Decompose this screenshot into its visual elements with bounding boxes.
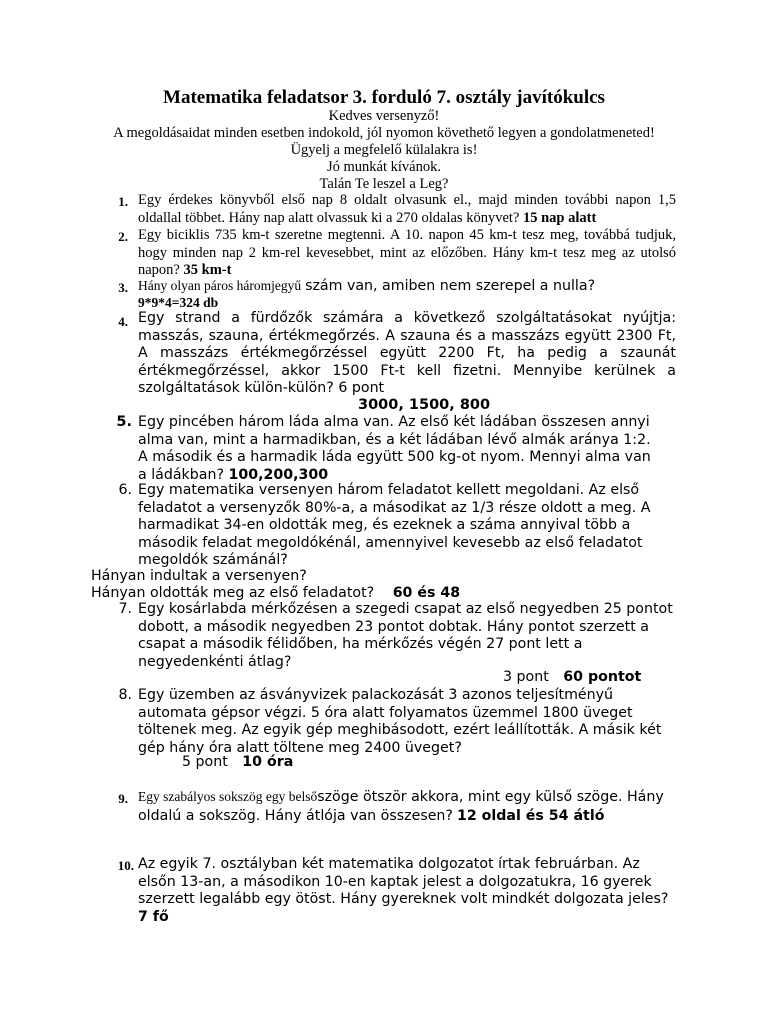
question-3-number: 3. [118,280,128,295]
question-1-number: 1. [118,194,128,209]
question-9-number: 9. [118,791,128,806]
question-8-number: 8. [118,687,132,703]
question-6-text: Egy matematika versenyen három feladatot kellett megoldani. Az első feladatot a versenyzők 80%-a, a másodikat az 1/3 része oldott a meg. A harmadikat 34-en oldották meg, és ezeknek a száma annyival több a második feladat megoldókénál, amennyivel kevesebb az első feladatot megoldók számánál? [138,482,651,568]
question-7-score-line [503,669,641,687]
question-9-text-a: Egy szabályos sokszög egy belső [138,789,318,804]
intro-closing: Talán Te leszel a Leg? [319,176,449,192]
question-9 [138,788,678,825]
intro-instruction: A megoldásaidat minden esetben indokold, jól nyomon követhető legyen a gondolatmeneted! [113,125,655,141]
page-title: Matematika feladatsor 3. forduló 7. osztály javítókulcs [163,87,605,108]
question-3-answer: 9*9*4=324 db [138,295,219,310]
question-1 [138,192,676,227]
question-3 [138,277,678,296]
question-1-text: Egy érdekes könyvből első nap 8 oldalt olvasunk el., majd minden további napon 1,5 oldallal többet. Hány nap alatt olvassuk ki a 270 oldalas könyvet? [138,192,676,226]
question-5-number: 5. [116,414,132,430]
question-4-number: 4. [118,314,128,329]
question-10-text: Az egyik 7. osztályban két matematika dolgozatot írtak februárban. Az elsőn 13-an, a másodikon 10-en kaptak jelest a dolgozatukra, 16 gyerek szerzett legalább egy ötöst. Hány gyereknek volt mindkét dolgozata jeles? [138,856,669,907]
question-6-number: 6. [118,482,132,498]
intro-neatness: Ügyelj a megfelelő külalakra is! [290,142,478,158]
question-7-points: 3 pont [503,669,549,685]
question-7-text: Egy kosárlabda mérkőzésen a szegedi csapat az első negyedben 25 pontot dobott, a második negyedben 23 pontot dobtak. Hány pontot szerzett a csapat a második félidőben, ha mérkőzés végén 27 pont lett a negyedenkénti átlag? [138,601,673,670]
question-6-extra-1: Hányan indultak a versenyen? [91,568,307,584]
question-8-answer: 10 óra [242,754,294,770]
question-2-number: 2. [118,229,128,244]
question-3-text-a: Hány olyan páros háromjegyű [138,278,302,293]
question-1-answer: 15 nap alatt [522,209,597,226]
question-9-answer: 12 oldal és 54 átló [456,807,605,824]
question-2-text: Egy biciklis 735 km-t szeretne megtenni. A 10. napon 45 km-t tesz meg, továbbá tudjuk, hogy minden nap 2 km-rel kevesebbet, mint az előzőben. Hány km-t tesz meg az utolsó napon? [138,227,676,278]
question-6-answer: 60 és 48 [392,585,461,601]
question-7-number: 7. [118,601,132,617]
question-10-number: 10. [117,858,134,873]
question-8-points: 5 pont [182,754,228,770]
question-5 [138,414,656,484]
question-10-answer: 7 fő [138,908,169,925]
question-8-text: Egy üzemben az ásványvizek palackozását 3 azonos teljesítményű automata gépsor végzi. 5 óra alatt folyamatos üzemmel 1800 üveget töltenek meg. Az egyik gép meghibásodott, ezért leállították. A másik két gép hány óra alatt töltene meg 2400 üveget? [138,687,662,756]
question-5-text: Egy pincében három láda alma van. Az első két ládában összesen annyi alma van, mint a harmadikban, és a két ládában lévő almák aránya 1:2. A második és a harmadik láda együtt 500 kg-ot nyom. Mennyi alma van a ládákban? [138,414,651,483]
intro-good-luck: Jó munkát kívánok. [327,159,441,175]
question-2-answer: 35 km-t [183,262,232,278]
question-4-answer: 3000, 1500, 800 [358,397,491,413]
question-3-text-b: szám van, amiben nem szerepel a nulla? [305,278,596,294]
question-9-text-b: szöge ötször akkora, mint egy külső szöge. Hány oldalú a sokszög. Hány átlója van összesen? [138,789,664,824]
question-6-extra-2: Hányan oldották meg az első feladatot? [91,585,375,601]
question-8-score-line [182,754,293,772]
question-10 [138,856,674,926]
question-6-extra-2-line [91,585,460,603]
intro-greeting: Kedves versenyző! [328,108,440,124]
question-2 [138,227,676,280]
question-5-answer: 100,200,300 [228,466,329,483]
question-7-answer: 60 pontot [563,669,642,685]
question-4-text: Egy strand a fürdőzők számára a következő szolgáltatásokat nyújtja: masszás, szauna, értékmegőrzés. A szauna és a masszázs együtt 2300 Ft, A masszázs értékmegőrzéssel együtt 2200 Ft, ha pedig a szaunát értékmegőrzéssel, akkor 1500 Ft-t kell fizetni. Mennyibe kerülnek a szolgáltatások külön-külön? 6 pont [138,310,676,396]
